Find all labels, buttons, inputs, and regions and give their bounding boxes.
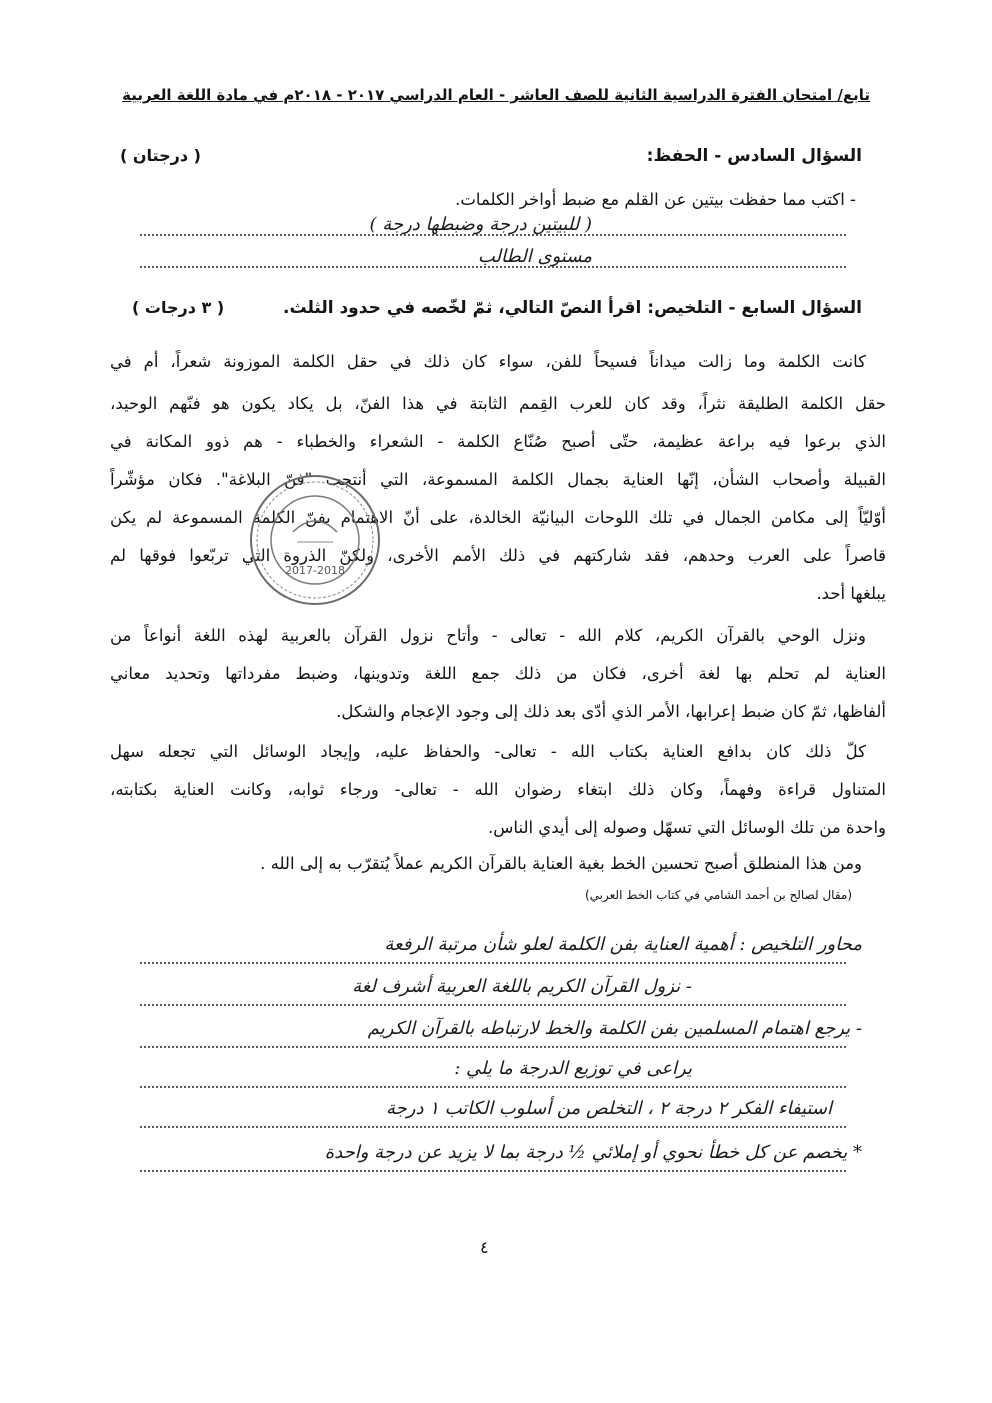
paragraph-2-line: ونزل الوحي بالقرآن الكريم، كلام الله - تعالى - وأتاح نزول القرآن بالعربية لهذه اللغة أنواعاً من [110, 626, 866, 645]
answer-line [140, 1046, 846, 1048]
answer-line [140, 1086, 846, 1088]
page-number: ٤ [480, 1238, 489, 1257]
paragraph-1-line: كانت الكلمة وما زالت ميداناً فسيحاً للفن، سواء كان ذلك في حقل الكلمة الموزونة شعراً، أم في [110, 352, 866, 371]
handwritten-grading-criteria: استيفاء الفكر ٢ درجة ٢ ، التخلص من أسلوب الكاتب ١ درجة [386, 1098, 832, 1119]
paragraph-3-line: كلّ ذلك كان بدافع العناية بكتاب الله - تعالى- والحفاظ عليه، وإيجاد الوسائل التي تجعله سهل [110, 742, 866, 761]
stamp-year: 2017-2018 [285, 564, 345, 577]
paragraph-1-line: حقل الكلمة الطليقة نثراً، وقد كان للعرب القِمم الثابتة في هذا الفنّ، بل يكاد يكون هو فنّهم الوحيد، [110, 394, 886, 413]
paragraph-3-line: المتناول قراءة وفهماً، وكان ذلك ابتغاء رضوان الله - تعالى- ورجاء ثوابه، وكانت العناية بكتابته، [110, 780, 886, 799]
answer-line [140, 1004, 846, 1006]
handwritten-summary-axes: محاور التلخيص : أهمية العناية بفن الكلمة لعلو شأن مرتبة الرفعة [384, 934, 862, 955]
paragraph-1-line: يبلغها أحد. [816, 584, 886, 603]
paragraph-1-line: قاصراً على العرب وحدهم، فقد شاركتهم في ذلك الأمم الأخرى، ولكنّ الذروة التي تربّعوا فوقها لم [110, 546, 886, 565]
handwritten-grading-criteria: يراعى في توزيع الدرجة ما يلي : [454, 1058, 692, 1079]
school-stamp-icon [245, 470, 385, 610]
question-7-title: السؤال السابع - التلخيص: اقرأ النصّ التالي، ثمّ لخّصه في حدود الثلث. [283, 298, 862, 318]
paragraph-1-line: أوّليّاً إلى مكامن الجمال في تلك اللوحات البيانيّة الخالدة، على أنّ الاهتمام بفنّ الكلمة المسموعة لم يكن [110, 508, 886, 527]
paragraph-4: ومن هذا المنطلق أصبح تحسين الخط بغية العناية بالقرآن الكريم عملاً يُتقرّب به إلى الله . [260, 854, 862, 873]
paragraph-1-line: الذي برعوا فيه براعة عظيمة، حتّى أصبح صُنّاع الكلمة - الشعراء والخطباء - هم ذوو المكانة في [110, 432, 886, 451]
question-6-instruction: - اكتب مما حفظت بيتين عن القلم مع ضبط أواخر الكلمات. [455, 190, 856, 209]
paragraph-2-line: العناية لم تحلم بها لغة أخرى، فكان من ذلك جمع اللغة وتدوينها، وضبط مفرداتها وتحديد معاني [110, 664, 886, 683]
question-7-grade: ( ٣ درجات ) [132, 298, 225, 317]
handwritten-point: - يرجع اهتمام المسلمين بفن الكلمة والخط لارتباطه بالقرآن الكريم [367, 1018, 862, 1039]
handwritten-point: - نزول القرآن الكريم باللغة العربية أشرف لغة [352, 976, 692, 997]
question-6-grade: ( درجتان ) [120, 146, 201, 165]
handwritten-grading-note: ( للبيتين درجة وضبطها درجة ) [369, 214, 592, 235]
answer-line [140, 1126, 846, 1128]
question-6-title: السؤال السادس - الحفظ: [646, 146, 862, 166]
source-citation: (مقال لصالح بن أحمد الشامي في كتاب الخط العربي) [584, 888, 852, 902]
paragraph-2-line: ألفاظها، ثمّ كان ضبط إعرابها، الأمر الذي أدّى بعد ذلك إلى وجود الإعجام والشكل. [336, 702, 886, 721]
paragraph-1-line: القبيلة وأصحاب الشأن، إنّها العناية بجمال الكلمة المسموعة، التي أنتجت "فنّ البلاغة". فكان مؤشّراً [110, 470, 886, 489]
answer-line [140, 234, 846, 236]
answer-line [140, 962, 846, 964]
answer-line [140, 266, 846, 268]
answer-line [140, 1170, 846, 1172]
handwritten-student-level-note: مستوى الطالب [477, 246, 592, 267]
exam-header: تابع/ امتحان الفترة الدراسية الثانية للصف العاشر - العام الدراسي ٢٠١٧ - ٢٠١٨م في مادة اللغة العربية [122, 86, 870, 104]
paragraph-3-line: واحدة من تلك الوسائل التي تسهّل وصوله إلى أيدي الناس. [488, 818, 886, 837]
handwritten-deduction-note: * يخصم عن كل خطأ نحوي أو إملائي ½ درجة بما لا يزيد عن درجة واحدة [324, 1142, 862, 1163]
